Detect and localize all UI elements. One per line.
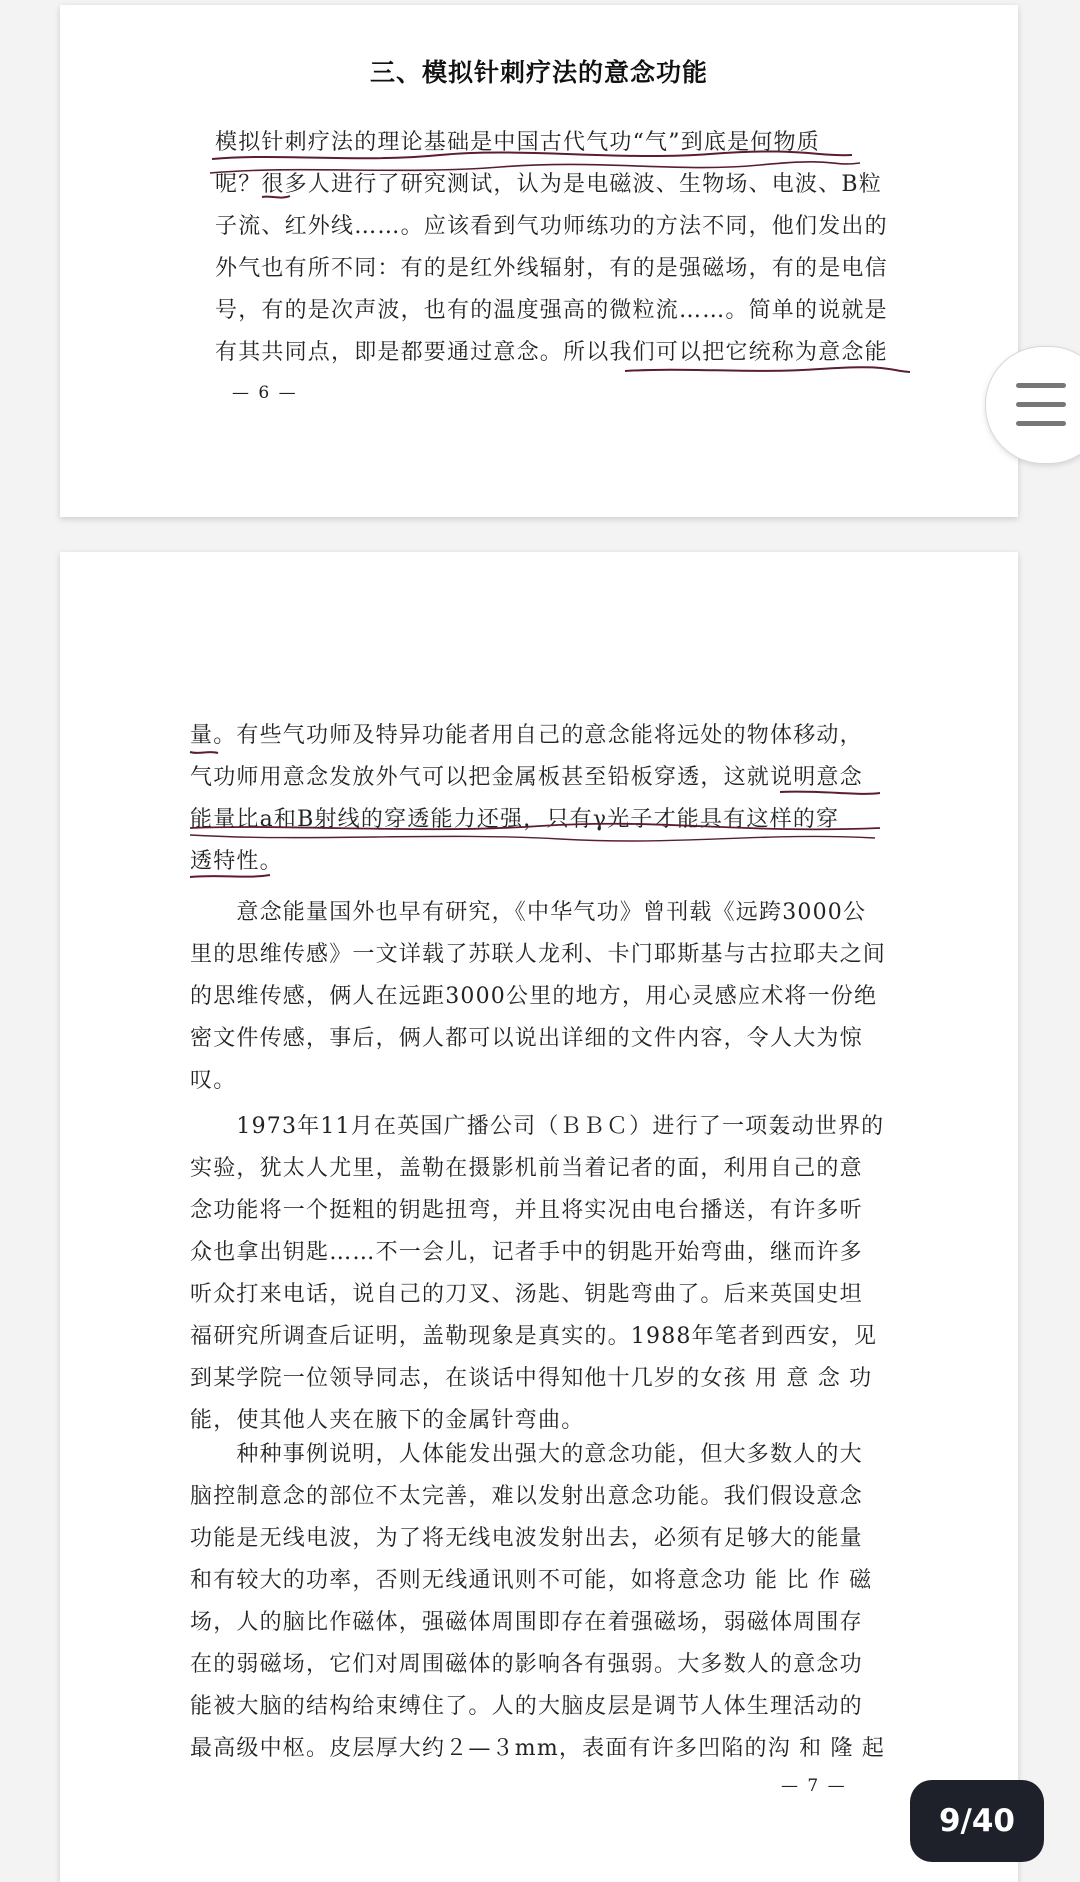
section-title: 三、模拟针刺疗法的意念功能	[369, 58, 708, 87]
paragraph	[190, 715, 863, 883]
paragraph	[215, 122, 888, 374]
text-line: 到某学院一位领导同志，在谈话中得知他十几岁的女孩 用 意 念 功	[190, 1366, 873, 1391]
text-line: 在的弱磁场，它们对周围磁体的影响各有强弱。大多数人的意念功	[190, 1652, 863, 1677]
page-number: — 7 —	[781, 1776, 847, 1796]
text-line: 场，人的脑比作磁体，强磁体周围即存在着强磁场，弱磁体周围存	[190, 1610, 863, 1635]
text-line: 能被大脑的结构给束缚住了。人的大脑皮层是调节人体生理活动的	[190, 1694, 863, 1719]
text-line: 听众打来电话，说自己的刀叉、汤匙、钥匙弯曲了。后来英国史坦	[190, 1282, 863, 1307]
paragraph	[190, 1106, 884, 1442]
paragraph	[190, 892, 886, 1102]
text-line: 最高级中枢。皮层厚大约２—３mm，表面有许多凹陷的沟 和 隆 起	[190, 1736, 886, 1761]
text-line: 密文件传感，事后，俩人都可以说出详细的文件内容，令人大为惊	[190, 1026, 863, 1051]
text-line: 呢？很多人进行了研究测试，认为是电磁波、生物场、电波、B粒	[215, 172, 882, 197]
paragraph	[190, 1434, 885, 1770]
text-line: 号，有的是次声波，也有的温度强高的微粒流……。简单的说就是	[215, 298, 888, 323]
text-line: 叹。	[190, 1068, 237, 1093]
page-number: — 6 —	[232, 383, 298, 403]
page-counter-badge: 9/40	[910, 1780, 1044, 1862]
text-line: 福研究所调查后证明，盖勒现象是真实的。1988年笔者到西安，见	[190, 1324, 878, 1349]
document-page-6	[60, 5, 1018, 517]
text-line: 子流、红外线……。应该看到气功师练功的方法不同，他们发出的	[215, 214, 888, 239]
text-line: 透特性。	[190, 849, 283, 874]
text-line: 念功能将一个挺粗的钥匙扭弯，并且将实况由电台播送，有许多听	[190, 1198, 863, 1223]
document-page-7	[60, 552, 1018, 1882]
text-line: 量。有些气功师及特异功能者用自己的意念能将远处的物体移动，	[190, 723, 863, 748]
text-line: 1973年11月在英国广播公司（ＢＢＣ）进行了一项轰动世界的	[190, 1114, 885, 1139]
text-line: 的思维传感，俩人在远距3000公里的地方，用心灵感应术将一份绝	[190, 984, 878, 1009]
text-line: 众也拿出钥匙……不一会儿，记者手中的钥匙开始弯曲，继而许多	[190, 1240, 863, 1265]
text-line: 和有较大的功率，否则无线通讯则不可能，如将意念功 能 比 作 磁	[190, 1568, 873, 1593]
text-line: 功能是无线电波，为了将无线电波发射出去，必须有足够大的能量	[190, 1526, 863, 1551]
text-line: 外气也有所不同：有的是红外线辐射，有的是强磁场，有的是电信	[215, 256, 888, 281]
text-line: 模拟针刺疗法的理论基础是中国古代气功“气”到底是何物质	[215, 130, 820, 155]
text-line: 能，使其他人夹在腋下的金属针弯曲。	[190, 1408, 585, 1433]
text-line: 能量比a和B射线的穿透能力还强，只有γ光子才能具有这样的穿	[190, 807, 840, 832]
text-line: 实验，犹太人尤里，盖勒在摄影机前当着记者的面，利用自己的意	[190, 1156, 863, 1181]
text-line: 里的思维传感》一文详载了苏联人龙利、卡门耶斯基与古拉耶夫之间	[190, 942, 887, 967]
text-line: 种种事例说明，人体能发出强大的意念功能，但大多数人的大	[190, 1442, 863, 1467]
text-line: 有其共同点，即是都要通过意念。所以我们可以把它统称为意念能	[215, 340, 888, 365]
text-line: 意念能量国外也早有研究，《中华气功》曾刊载《远跨3000公	[190, 900, 867, 925]
text-line: 气功师用意念发放外气可以把金属板甚至铅板穿透，这就说明意念	[190, 765, 863, 790]
text-line: 脑控制意念的部位不太完善，难以发射出意念功能。我们假设意念	[190, 1484, 863, 1509]
